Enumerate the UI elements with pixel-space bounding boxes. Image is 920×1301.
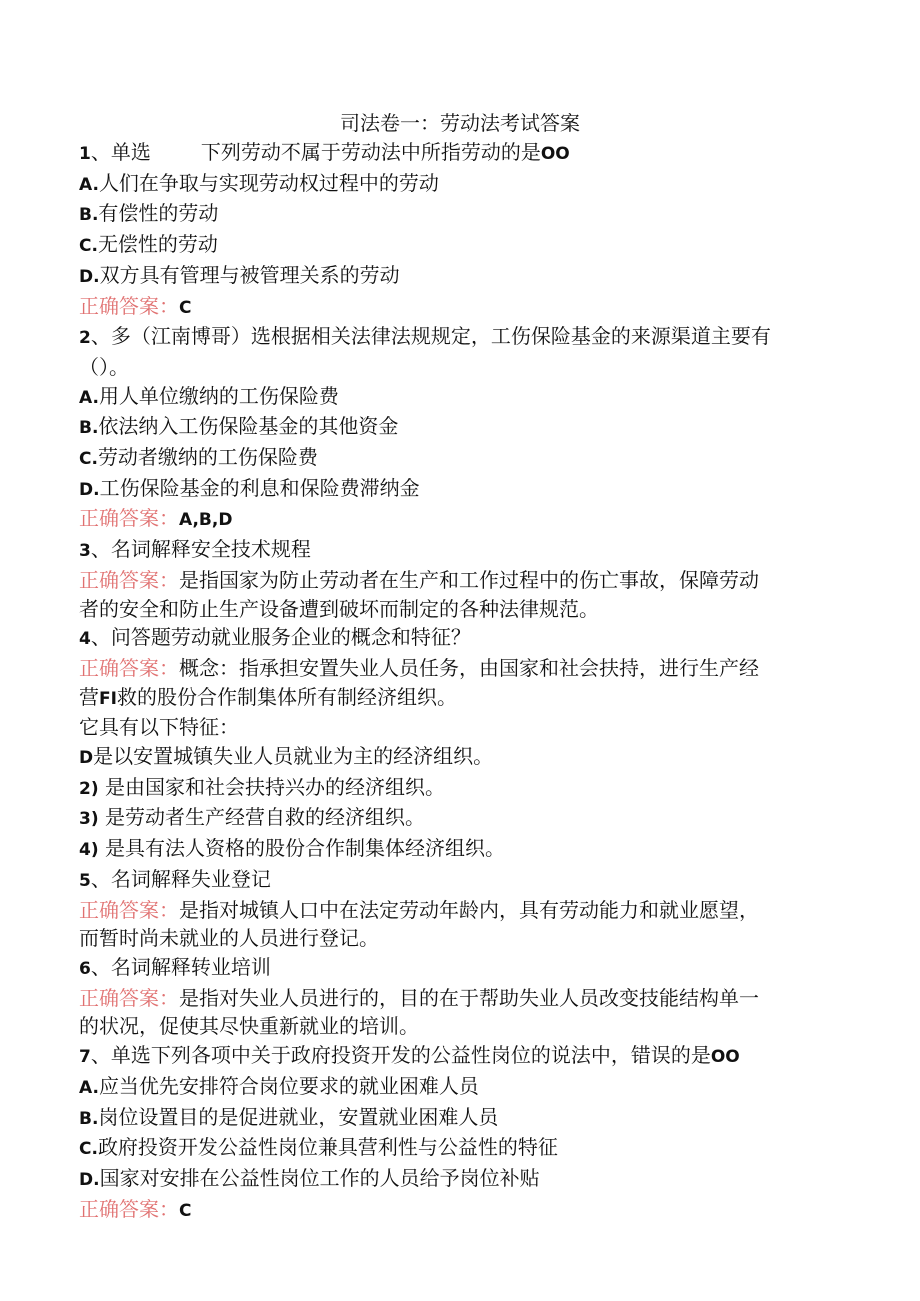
feature-key: 2) <box>79 778 99 799</box>
answer-text: 而暂时尚未就业的人员进行登记。 <box>79 926 379 951</box>
option-text: 国家对安排在公益性岗位工作的人员给予岗位补贴 <box>99 1165 540 1190</box>
question-text: 、名词解释转业培训 <box>90 954 271 979</box>
feature-text: 是具有法人资格的股份合作制集体经济组织。 <box>104 836 505 861</box>
answer-text: 者的安全和防止生产设备遭到破坏而制定的各种法律规范。 <box>79 596 599 621</box>
feature-item <box>79 803 829 834</box>
question-number: 6 <box>79 958 91 979</box>
answer-text: 是指对城镇人口中在法定劳动年龄内，具有劳动能力和就业愿望， <box>179 897 759 922</box>
option-b <box>79 199 829 230</box>
answer-label: 正确答案： <box>79 506 179 531</box>
correct-answer <box>79 566 829 595</box>
question-4 <box>79 623 829 654</box>
ocr-mark: FI <box>99 688 117 709</box>
option-text: 工伤保险基金的利息和保险费滞纳金 <box>99 475 420 500</box>
question-text: 下列劳动不属于劳动法中所指劳动的是 <box>200 140 541 164</box>
question-text: 、名词解释安全技术规程 <box>90 537 311 562</box>
answer-text: 营 <box>79 684 99 709</box>
answer-label: 正确答案： <box>79 293 179 318</box>
option-d <box>79 1164 829 1195</box>
option-key: D. <box>79 479 100 500</box>
feature-item <box>79 742 829 773</box>
option-a <box>79 382 829 413</box>
answer-continued <box>79 683 829 714</box>
option-key: A. <box>79 174 99 195</box>
option-key: B. <box>79 205 99 226</box>
option-key: A. <box>79 1077 99 1098</box>
option-b <box>79 412 829 443</box>
answer-text: 概念：指承担安置失业人员任务，由国家和社会扶持，进行生产经 <box>179 655 759 680</box>
question-number: 4 <box>79 629 91 650</box>
correct-answer <box>79 896 829 925</box>
option-key: C. <box>79 236 98 257</box>
question-2 <box>79 322 829 353</box>
option-text: 无偿性的劳动 <box>97 232 218 257</box>
option-text: 用人单位缴纳的工伤保险费 <box>98 383 339 408</box>
option-key: C. <box>79 1139 98 1160</box>
answer-continued <box>79 595 829 624</box>
option-text: 双方具有管理与被管理关系的劳动 <box>99 262 400 287</box>
answer-text: 是指国家为防止劳动者在生产和工作过程中的伤亡事故，保障劳动 <box>179 567 759 592</box>
option-text: 应当优先安排符合岗位要求的就业困难人员 <box>98 1073 479 1098</box>
question-number: 3 <box>79 541 91 562</box>
question-3 <box>79 535 829 566</box>
question-type: 单选 <box>110 140 151 164</box>
question-7 <box>79 1041 829 1072</box>
answer-continued <box>79 1012 829 1041</box>
feature-key: 4) <box>79 840 99 861</box>
answer-label: 正确答案： <box>79 1196 179 1221</box>
question-text: 、多（江南博哥）选根据相关法律法规规定，工伤保险基金的来源渠道主要有 <box>90 324 771 349</box>
question-number: 1 <box>79 144 91 164</box>
answer-text: 救的股份合作制集体所有制经济组织。 <box>116 684 457 709</box>
question-number: 2 <box>79 328 91 349</box>
option-key: B. <box>79 418 99 439</box>
option-a <box>79 169 829 200</box>
option-key: C. <box>79 449 98 470</box>
correct-answer <box>79 654 829 683</box>
option-text: 依法纳入工伤保险基金的其他资金 <box>98 414 399 439</box>
feature-item <box>79 773 829 804</box>
question-5 <box>79 865 829 896</box>
document-title: 司法卷一：劳动法考试答案 <box>340 111 580 135</box>
correct-answer <box>79 984 829 1013</box>
feature-text: 是劳动者生产经营自救的经济组织。 <box>104 805 425 830</box>
question-number: 5 <box>79 870 91 891</box>
option-c <box>79 443 829 474</box>
features-intro: 它具有以下特征： <box>79 715 239 740</box>
correct-answer <box>79 1195 829 1226</box>
question-number: 7 <box>79 1047 91 1068</box>
question-separator: 、 <box>90 140 111 164</box>
question-text: （）。 <box>79 354 129 379</box>
answer-label: 正确答案： <box>79 655 179 680</box>
question-6 <box>79 953 829 984</box>
answer-blank: OO <box>710 1047 740 1068</box>
feature-text: 是由国家和社会扶持兴办的经济组织。 <box>104 774 445 799</box>
option-d <box>79 474 829 505</box>
option-text: 政府投资开发公益性岗位兼具营利性与公益性的特征 <box>97 1135 558 1160</box>
correct-answer <box>79 292 829 323</box>
answer-blank: OO <box>540 144 570 164</box>
option-c <box>79 1133 829 1164</box>
option-c <box>79 230 829 261</box>
document-body <box>79 138 829 1225</box>
question-2-continued <box>79 353 829 382</box>
answer-value: C <box>179 297 192 318</box>
option-a <box>79 1072 829 1103</box>
option-d <box>79 261 829 292</box>
option-key: B. <box>79 1108 99 1129</box>
option-key: A. <box>79 387 99 408</box>
option-key: D. <box>79 1169 100 1190</box>
feature-key: D <box>79 748 94 769</box>
question-text: 、问答题劳动就业服务企业的概念和特征？ <box>90 625 471 650</box>
option-text: 岗位设置目的是促进就业，安置就业困难人员 <box>98 1104 499 1129</box>
feature-item <box>79 834 829 865</box>
question-1 <box>79 138 829 169</box>
answer-value: A,B,D <box>179 510 233 531</box>
question-text: 、单选下列各项中关于政府投资开发的公益性岗位的说法中，错误的是 <box>90 1043 711 1068</box>
option-key: D. <box>79 266 100 287</box>
answer-label: 正确答案： <box>79 567 179 592</box>
question-text: 、名词解释失业登记 <box>90 866 271 891</box>
answer-label: 正确答案： <box>79 985 179 1010</box>
correct-answer <box>79 504 829 535</box>
answer-text: 的状况，促使其尽快重新就业的培训。 <box>79 1014 419 1039</box>
answer-text: 是指对失业人员进行的，目的在于帮助失业人员改变技能结构单一 <box>179 985 759 1010</box>
option-text: 人们在争取与实现劳动权过程中的劳动 <box>98 170 439 195</box>
answer-label: 正确答案： <box>79 897 179 922</box>
option-b <box>79 1103 829 1134</box>
answer-continued <box>79 924 829 953</box>
option-text: 劳动者缴纳的工伤保险费 <box>97 445 318 470</box>
answer-value: C <box>179 1200 192 1221</box>
feature-key: 3) <box>79 809 99 830</box>
option-text: 有偿性的劳动 <box>98 201 219 226</box>
feature-text: 是以安置城镇失业人员就业为主的经济组织。 <box>93 744 494 769</box>
